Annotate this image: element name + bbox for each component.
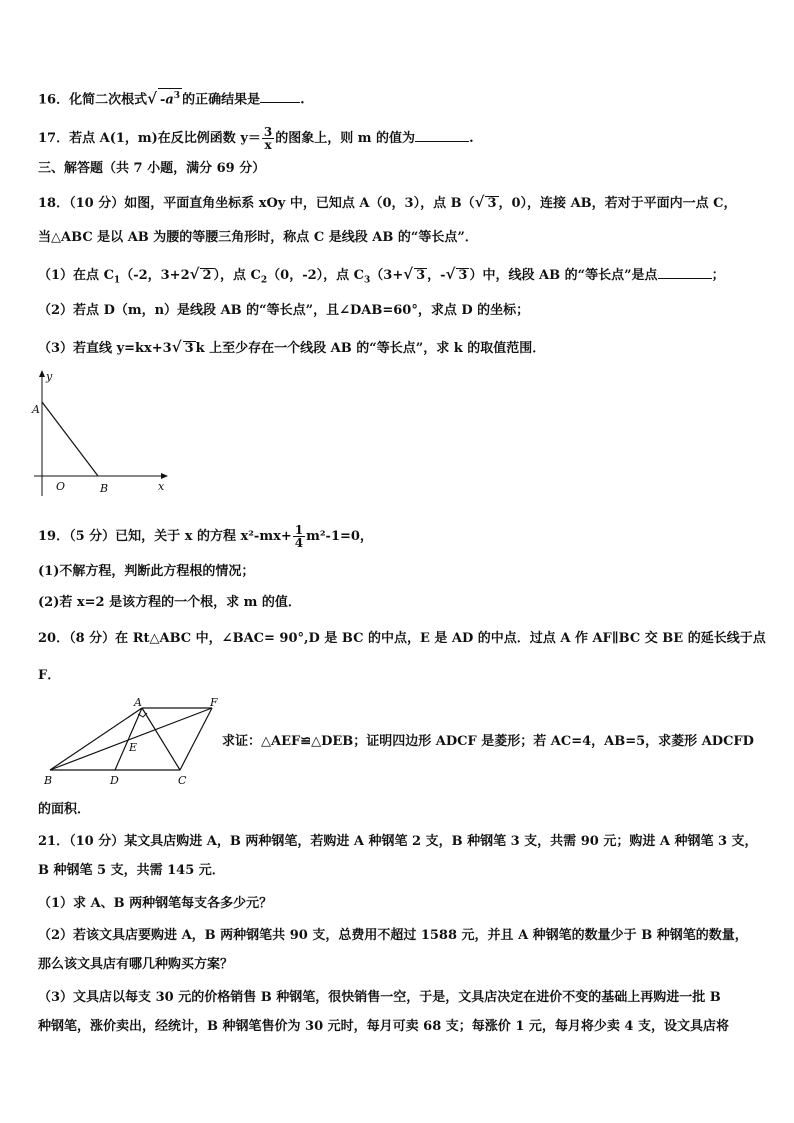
answer-blank[interactable] [658, 266, 712, 279]
sqrt-sign: √ [189, 265, 200, 283]
label-d: D [110, 774, 119, 787]
fraction: $\frac{3}{x}$ [263, 125, 273, 152]
sqrt-sign: √ [403, 265, 414, 283]
section-heading: 三、解答题（共 7 小题，满分 69 分） [38, 161, 266, 176]
question-18-line1: 18．（10 分）如图，平面直角坐标系 xOy 中，已知点 A（0，3），点 B（√ 3 ，0），连接 AB，若对于平面内一点 C， [38, 193, 737, 211]
question-19-part1: (1)不解方程，判断此方程根的情况； [38, 564, 255, 579]
sqrt-sign: √ [445, 265, 456, 283]
label-o: O [56, 480, 66, 493]
x-arrow [161, 473, 168, 479]
question-18-line2: 当△ABC 是以 AB 为腰的等腰三角形时，称点 C 是线段 AB 的“等长点”． [38, 230, 478, 245]
answer-blank[interactable] [415, 129, 469, 142]
side-ac [142, 708, 180, 770]
label-y: y [46, 370, 53, 383]
label-b: B [44, 774, 53, 787]
label-f: F [210, 696, 218, 709]
answer-blank[interactable] [260, 90, 300, 103]
q17-prefix: 17．若点 A(1，m)在反比例函数 y＝ [38, 131, 261, 146]
question-20-line2: F． [38, 668, 61, 683]
question-17: 17．若点 A(1，m)在反比例函数 y＝ $\frac{3}{x}$ 的图象上，则 m 的值为 . [38, 125, 474, 152]
question-21-part2a: （2）若该文具店要购进 A，B 两种钢笔共 90 支，总费用不超过 1588 元，并且 A 种钢笔的数量少于 B 种钢笔的数量， [38, 928, 748, 943]
question-21-line2: B 种钢笔 5 支，共需 145 元． [38, 863, 225, 878]
y-arrow [39, 370, 45, 377]
sqrt-sign: √ [147, 89, 157, 108]
label-a: A [32, 403, 40, 416]
question-20-proof: 求证：△AEF≌△DEB；证明四边形 ADCF 是菱形；若 AC=4，AB=5，求菱形 ADCFD [222, 734, 754, 749]
label-c: C [178, 774, 187, 787]
geometry-figure [40, 696, 225, 788]
question-18-part2: （2）若点 D（m，n）是线段 AB 的“等长点”，且∠DAB=60°，求点 D 的坐标； [38, 303, 530, 318]
fraction: $\frac{1}{4}$ [294, 523, 304, 550]
question-21-line1: 21．（10 分）某文具店购进 A，B 两种钢笔，若购进 A 种钢笔 2 支，B 种钢笔 3 支，共需 90 元；购进 A 种钢笔 3 支， [38, 834, 758, 849]
question-16: 16．化简二次根式√ $-a^3$ 的正确结果是 . [38, 89, 305, 108]
q17-suffix: 的图象上，则 m 的值为 [275, 131, 416, 146]
segment-bf [50, 708, 212, 770]
question-21-part3b: 种钢笔，涨价卖出，经统计，B 种钢笔售价为 30 元时，每月可卖 68 支；每涨价 1 元，每月将少卖 4 支，设文具店将 [38, 1019, 729, 1034]
sqrt-sign: √ [474, 193, 485, 211]
question-21-part1: （1）求 A、B 两种钢笔每支各多少元？ [38, 896, 273, 911]
sqrt-sign: √ [171, 338, 182, 356]
question-20-line3: 的面积． [38, 802, 91, 817]
question-21-part3a: （3）文具店以每支 30 元的价格销售 B 种钢笔，很快销售一空，于是，文具店决定在进价不变的基础上再购进一批 B [38, 990, 721, 1005]
question-20-line1: 20．（8 分）在 Rt△ABC 中，∠BAC= 90°,D 是 BC 的中点，E 是 AD 的中点．过点 A 作 AF∥BC 交 BE 的延长线于点 [38, 631, 766, 646]
q16-prefix: 16．化简二次根式 [38, 92, 148, 108]
coordinate-figure [30, 368, 170, 503]
segment-fc [180, 708, 212, 770]
label-a: A [134, 696, 142, 709]
question-21-part2b: 那么该文具店有哪几种购买方案？ [38, 957, 234, 972]
label-b: B [100, 482, 109, 495]
radical-expression: $-a^3$ [158, 88, 182, 107]
segment-ab [42, 402, 98, 476]
label-x: x [158, 480, 165, 493]
label-e: E [129, 741, 138, 754]
question-18-part3: （3）若直线 y=kx+3√ 3 k 上至少存在一个线段 AB 的“等长点”，求 k 的取值范围． [38, 338, 546, 356]
q16-suffix: 的正确结果是 [182, 92, 261, 108]
question-19-line1: 19．（5 分）已知，关于 x 的方程 x²-mx+ $\frac{1}{4}$ m²-1=0， [38, 523, 373, 550]
question-18-part1: （1）在点 $C_1(-2$，3+2√ 2 ），点 $C_2(0$，-2），点 $C_3(3+√$ 3 ，-√ 3 ）中，线段 AB 的“等长点”是点 ； [38, 265, 725, 286]
question-19-part2: (2)若 x=2 是该方程的一个根，求 m 的值． [38, 595, 301, 610]
